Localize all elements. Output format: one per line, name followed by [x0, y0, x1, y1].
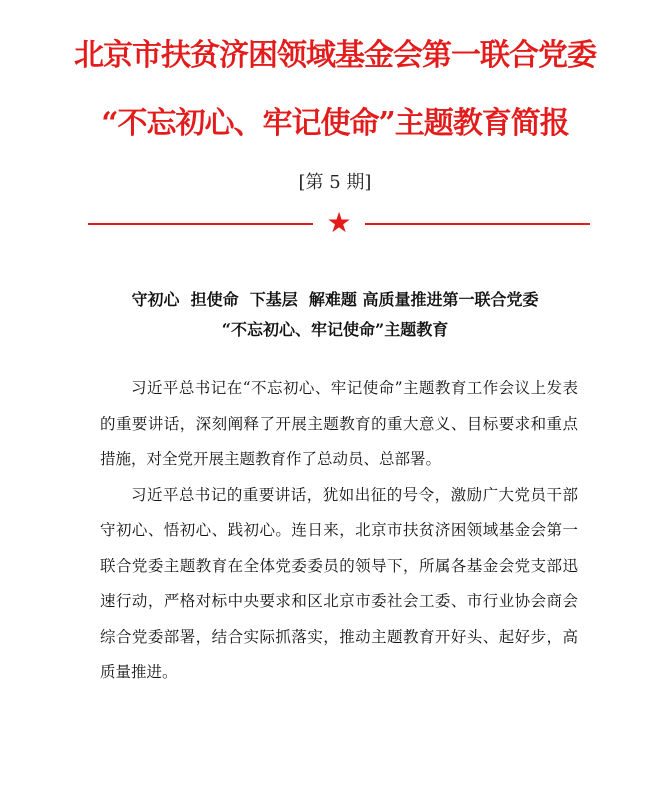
article-body — [100, 371, 578, 691]
paragraph-1: 习近平总书记在“不忘初心、牢记使命”主题教育工作会议上发表的重要讲话，深刻阐释了开展主题教育的重大意义、目标要求和重点措施，对全党开展主题教育作了总动员、总部署。 — [100, 379, 578, 468]
article-heading-line1: 守初心 担使命 下基层 解难题 高质量推进第一联合党委 — [131, 290, 539, 309]
bulletin-title-line2: “不忘初心、牢记使命”主题教育简报 — [101, 106, 569, 141]
article-heading-line2: “不忘初心、牢记使命”主题教育 — [221, 320, 449, 339]
paragraph-2: 习近平总书记的重要讲话，犹如出征的号令，激励广大党员干部守初心、悟初心、践初心。连日来，北京市扶贫济困领域基金会第一联合党委主题教育在全体党委委员的领导下，所属各基金会党支部迅速行动，严格对标中央要求和区北京市委社会工委、市行业协会商会综合党委部署，结合实际抓落实，推动主题教育开好头、起好步，高质量推进。 — [100, 485, 578, 681]
divider-line-left — [88, 223, 313, 225]
star-icon: ★ — [326, 206, 352, 239]
divider-line-right — [365, 223, 590, 225]
bulletin-title-line1: 北京市扶贫济困领域基金会第一联合党委 — [74, 38, 596, 73]
issue-number: [第 5 期] — [298, 172, 372, 193]
red-divider — [88, 206, 590, 239]
